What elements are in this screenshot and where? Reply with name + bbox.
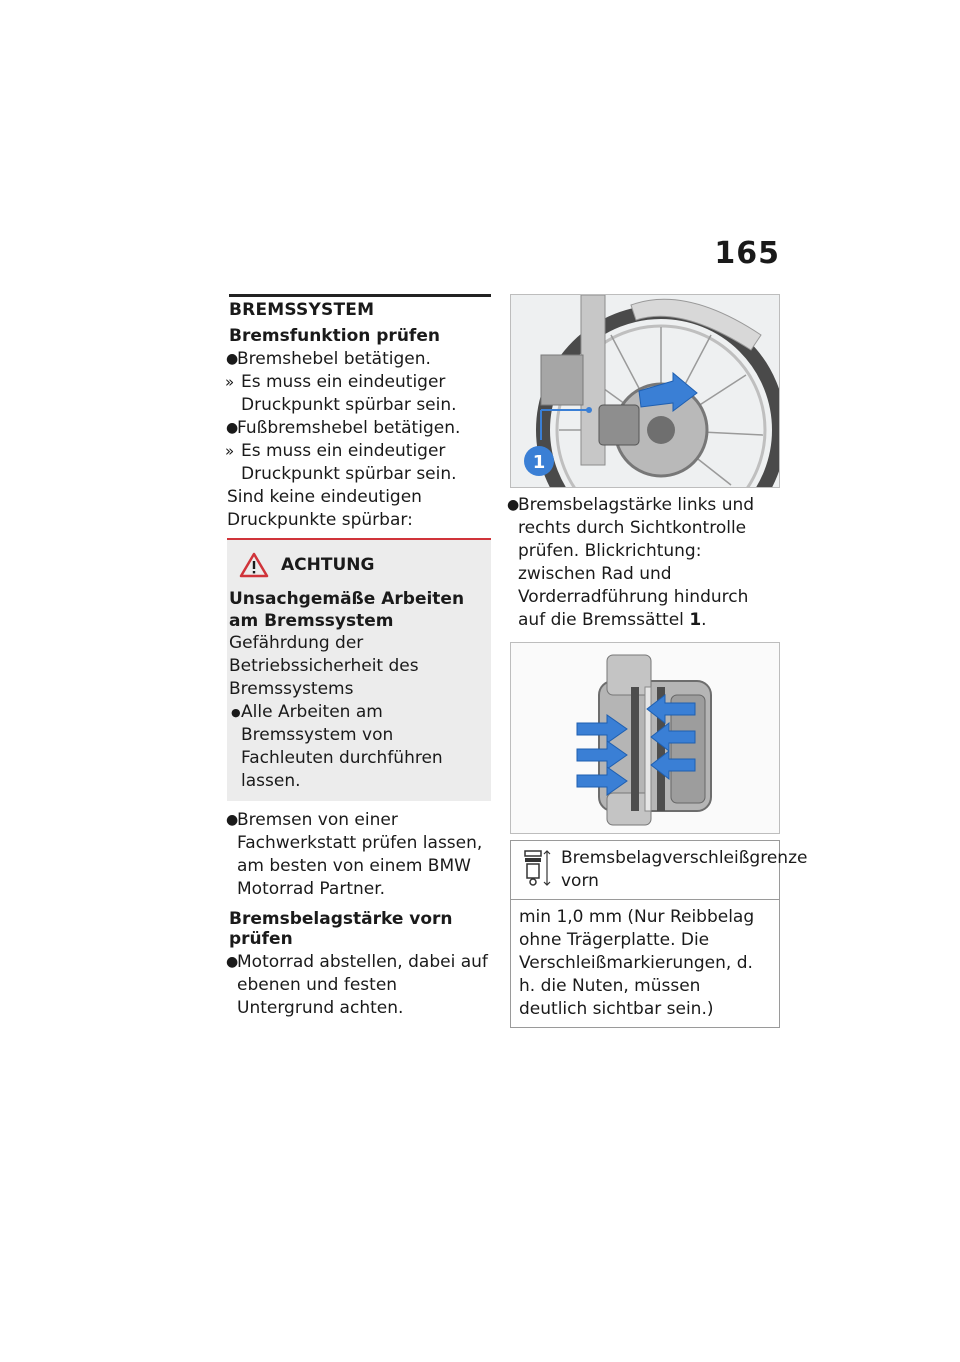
step-item: ● Fußbremshebel betätigen. xyxy=(226,418,461,438)
bullet-icon: ● xyxy=(231,706,241,719)
bullet-icon: ● xyxy=(226,420,239,436)
result-arrow-icon: » xyxy=(225,442,235,460)
figure-reference: 1 xyxy=(689,610,702,630)
figure-callout-1: 1 xyxy=(532,452,546,473)
step-item: ● Bremsbelagstärke links und rechts durch Sichtkontrolle prüfen. Blickrichtung: zwischen Rad und Vorderradführung hindurch auf die Bremssättel 1. xyxy=(507,495,755,630)
right-column xyxy=(507,294,808,1028)
spec-label-row xyxy=(511,841,808,900)
spec-table xyxy=(510,840,808,1028)
result-item: » Es muss ein eindeutiger Druckpunkt spürbar sein. xyxy=(225,441,457,484)
front-wheel-photo xyxy=(510,294,780,488)
condition-text: Sind keine eindeutigen Druckpunkte spürbar: xyxy=(227,487,422,530)
bullet-icon: ● xyxy=(226,351,239,367)
bullet-icon: ● xyxy=(507,497,520,513)
page-number: 165 xyxy=(714,236,780,271)
front-wheel-illustration xyxy=(511,295,779,487)
warning-title: Unsachgemäße Arbeiten am Bremssystem xyxy=(229,589,465,631)
spec-label: Bremsbelagverschleißgrenze vorn xyxy=(561,848,808,891)
bullet-icon: ● xyxy=(226,954,239,970)
result-arrow-icon: » xyxy=(225,373,235,391)
bullet-icon: ● xyxy=(226,812,239,828)
step-item: ● Bremshebel betätigen. xyxy=(226,349,431,369)
left-column xyxy=(225,294,491,1020)
warning-body: Gefährdung der Betriebssicherheit des Bremssystems xyxy=(229,633,419,699)
warning-triangle-icon xyxy=(239,552,269,578)
result-item: » Es muss ein eindeutiger Druckpunkt spürbar sein. xyxy=(225,372,457,415)
brake-pad-thickness-icon xyxy=(517,847,553,887)
section-title: BREMSSYSTEM xyxy=(229,300,375,320)
warning-label: ACHTUNG xyxy=(281,555,375,575)
subheading-brake-function: Bremsfunktion prüfen xyxy=(229,326,440,346)
section-rule xyxy=(229,294,491,297)
brake-caliper-illustration xyxy=(511,643,779,833)
warning-item: ● Alle Arbeiten am Bremssystem von Fachleuten durchführen lassen. xyxy=(231,702,443,791)
step-item: ● Motorrad abstellen, dabei auf ebenen und festen Untergrund achten. xyxy=(226,952,488,1018)
spec-value: min 1,0 mm (Nur Reibbelag ohne Trägerplatte. Die Verschleißmarkierungen, d. h. die Nuten, müssen deutlich sichtbar sein.) xyxy=(519,907,755,1019)
warning-box xyxy=(227,538,491,801)
subheading-pad-thickness: Bremsbelagstärke vorn prüfen xyxy=(229,909,453,949)
warning-header xyxy=(227,552,491,578)
brake-caliper-photo xyxy=(510,642,780,834)
step-item: ● Bremsen von einer Fachwerkstatt prüfen lassen, am besten von einem BMW Motorrad Partner. xyxy=(226,810,483,899)
